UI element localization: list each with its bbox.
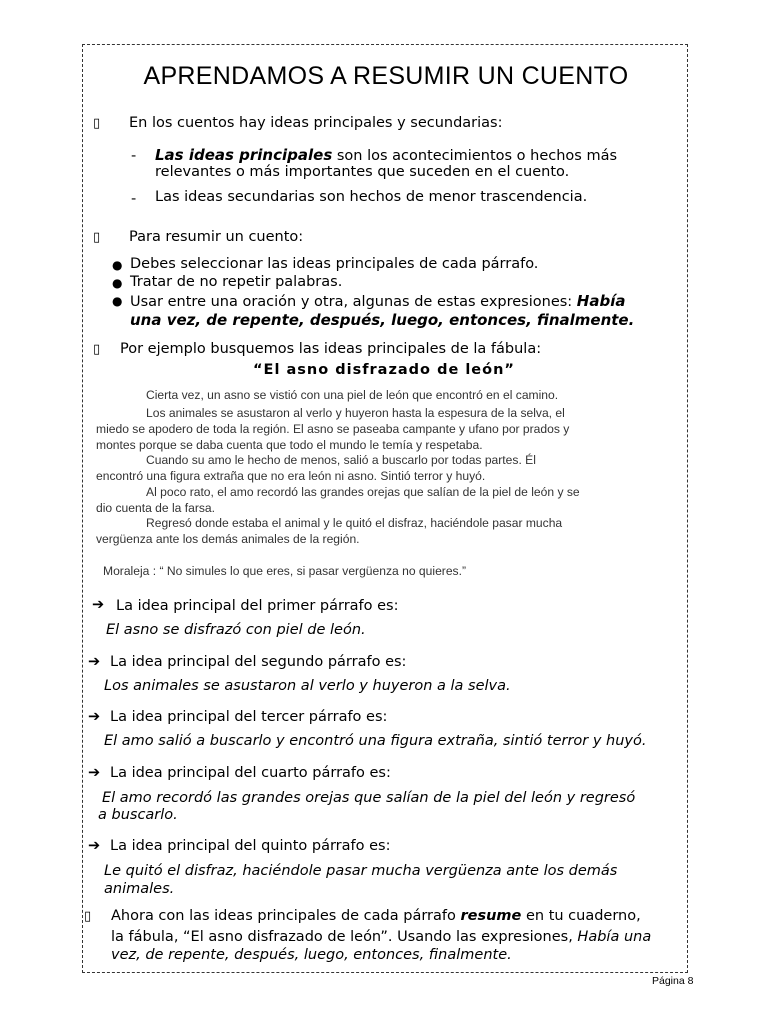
answer-text-3: El amo salió a buscarlo y encontró una figura extraña, sintió terror y huyó. bbox=[104, 733, 647, 749]
answer-text-5-cont: animales. bbox=[104, 881, 175, 897]
moraleja: Moraleja : “ No simules lo que eres, si pasar vergüenza no quieres.” bbox=[103, 564, 466, 578]
ideas-principales-term: Las ideas principales bbox=[155, 146, 333, 164]
answer-text-2: Los animales se asustaron al verlo y huyeron a la selva. bbox=[104, 678, 511, 694]
story-line: Cierta vez, un asno se vistió con una piel de león que encontró en el camino. bbox=[146, 388, 559, 402]
arrow-icon: ➔ bbox=[88, 765, 101, 781]
final-line2-italic: Había una bbox=[577, 929, 652, 945]
arrow-icon: ➔ bbox=[92, 597, 105, 613]
ideas-principales-rest: son los acontecimientos o hechos más bbox=[336, 148, 618, 164]
fable-title: “El asno disfrazado de león” bbox=[253, 362, 515, 378]
story-line: Regresó donde estaba el animal y le quitó el disfraz, haciéndole pasar mucha bbox=[146, 516, 563, 530]
bullet-icon: ● bbox=[112, 258, 123, 272]
expressions-list: una vez, de repente, después, luego, entonces, finalmente. bbox=[130, 311, 635, 329]
final-end: en tu cuaderno, bbox=[525, 908, 641, 924]
box-bullet-icon: ▯ bbox=[93, 230, 101, 245]
story-line: Al poco rato, el amo recordó las grandes orejas que salían de la piel de león y se bbox=[146, 485, 580, 499]
arrow-icon: ➔ bbox=[88, 654, 101, 670]
bullet-item-2: Tratar de no repetir palabras. bbox=[130, 274, 343, 290]
answer-heading-3: La idea principal del tercer párrafo es: bbox=[110, 709, 388, 725]
bullet-item-3-bold: Había bbox=[576, 292, 626, 310]
dash-marker: - bbox=[131, 191, 137, 207]
box-bullet-icon: ▯ bbox=[93, 116, 101, 131]
bullet-icon: ● bbox=[112, 276, 123, 290]
bullet-item-1: Debes seleccionar las ideas principales de cada párrafo. bbox=[130, 256, 539, 272]
answer-heading-1: La idea principal del primer párrafo es: bbox=[116, 598, 399, 614]
final-line2 bbox=[111, 929, 651, 945]
answer-text-1: El asno se disfrazó con piel de león. bbox=[106, 622, 366, 638]
arrow-icon: ➔ bbox=[88, 709, 101, 725]
ideas-secundarias: Las ideas secundarias son hechos de menor trascendencia. bbox=[155, 189, 588, 205]
story-line: encontró una figura extraña que no era león ni asno. Sintió terror y huyó. bbox=[96, 469, 486, 483]
ideas-principales-line2: relevantes o más importantes que suceden en el cuento. bbox=[155, 164, 570, 180]
answer-text-4: El amo recordó las grandes orejas que salían de la piel del león y regresó bbox=[102, 790, 636, 806]
final-line2-start: la fábula, “El asno disfrazado de león”. Usando las expresiones, bbox=[111, 929, 573, 945]
answer-text-5: Le quitó el disfraz, haciéndole pasar mucha vergüenza ante los demás bbox=[104, 863, 618, 879]
intro-text: En los cuentos hay ideas principales y secundarias: bbox=[129, 115, 503, 131]
story-line: dio cuenta de la farsa. bbox=[96, 501, 216, 515]
box-bullet-icon: ▯ bbox=[93, 342, 101, 357]
story-line: Los animales se asustaron al verlo y huyeron hasta la espesura de la selva, el bbox=[146, 406, 565, 420]
bullet-item-3-text: Usar entre una oración y otra, algunas de estas expresiones: bbox=[130, 294, 573, 310]
story-line: miedo se apodero de toda la región. El asno se paseaba campante y ufano por prados y bbox=[96, 422, 570, 436]
ideas-principales-line1 bbox=[155, 146, 617, 164]
bullet-item-3 bbox=[130, 292, 625, 310]
page-number: Página 8 bbox=[652, 975, 694, 987]
final-resume: resume bbox=[460, 908, 522, 924]
final-start: Ahora con las ideas principales de cada párrafo bbox=[111, 908, 456, 924]
resumir-heading: Para resumir un cuento: bbox=[129, 229, 304, 245]
answer-text-4-cont: a buscarlo. bbox=[98, 807, 178, 823]
story-line: montes porque se daba cuenta que todo el mundo le temía y respetaba. bbox=[96, 438, 483, 452]
box-bullet-icon: ▯ bbox=[84, 909, 92, 924]
bullet-icon: ● bbox=[112, 294, 123, 308]
answer-heading-5: La idea principal del quinto párrafo es: bbox=[110, 838, 391, 854]
arrow-icon: ➔ bbox=[88, 838, 101, 854]
answer-heading-2: La idea principal del segundo párrafo es: bbox=[110, 654, 407, 670]
dash-marker: - bbox=[131, 148, 137, 164]
story-line: Cuando su amo le hecho de menos, salió a buscarlo por todas partes. Él bbox=[146, 453, 536, 467]
final-line3: vez, de repente, después, luego, entonces, finalmente. bbox=[111, 947, 512, 963]
ejemplo-text: Por ejemplo busquemos las ideas principales de la fábula: bbox=[120, 341, 542, 357]
page-title: APRENDAMOS A RESUMIR UN CUENTO bbox=[143, 62, 629, 90]
final-line1 bbox=[111, 908, 641, 924]
story-line: vergüenza ante los demás animales de la región. bbox=[96, 532, 360, 546]
answer-heading-4: La idea principal del cuarto párrafo es: bbox=[110, 765, 391, 781]
